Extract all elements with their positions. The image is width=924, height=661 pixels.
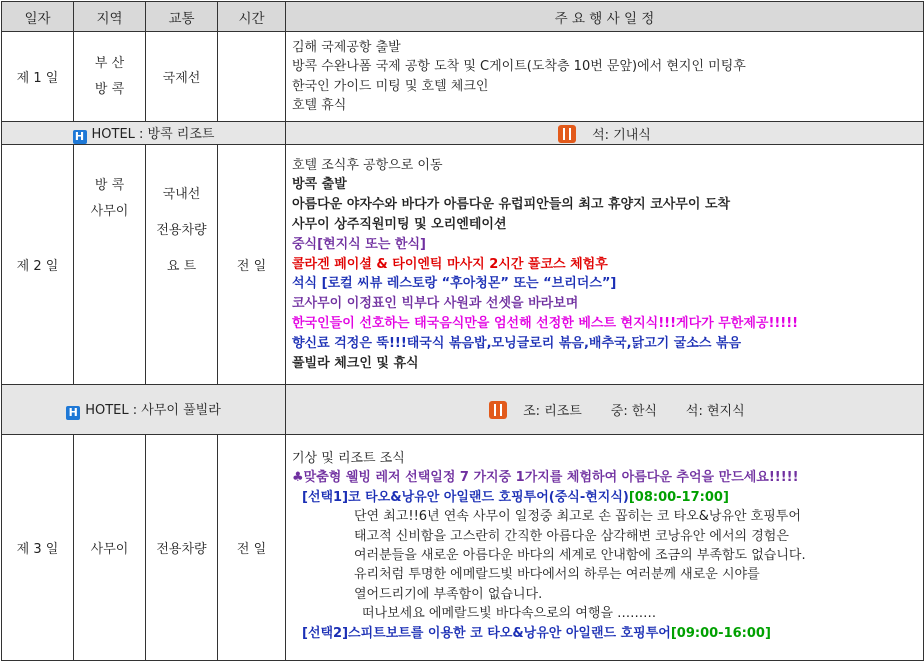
day1-row [2, 32, 924, 122]
day2-line: 풀빌라 체크인 및 휴식 [292, 355, 419, 371]
day1-schedule [286, 32, 924, 122]
day2-row [2, 145, 924, 385]
option1-title: [선택1]코 타오&낭유안 아일랜드 호핑투어(중식-현지식) [302, 489, 629, 505]
fork-knife-icon [489, 401, 507, 419]
day3-day: 제 3 일 [2, 435, 74, 661]
day2-line: 사무이 상주직원미팅 및 오리엔테이션 [292, 217, 507, 232]
hotel-icon: H [73, 130, 87, 144]
header-transport: 교통 [146, 2, 218, 32]
day1-hotel-label: HOTEL : 방콕 리조트 [91, 126, 215, 142]
day2-hotel-row [2, 385, 924, 435]
itinerary-table [1, 1, 924, 661]
day2-line: 향신료 걱정은 뚝!!!태국식 볶음밥,모닝글로리 볶음,배추국,닭고기 굴소스 볶음 [292, 335, 742, 351]
header-region: 지역 [74, 2, 146, 32]
day2-transport-3: 요 트 [166, 259, 197, 274]
day2-line: 중식[현지식 또는 한식] [292, 236, 426, 252]
day2-line: 콜라겐 페이셜 & 타이엔틱 마사지 2시간 풀코스 체험후 [292, 256, 608, 272]
day2-meal [286, 385, 924, 435]
day2-region [74, 145, 146, 385]
day1-region-to: 방 콕 [94, 81, 125, 97]
day1-time [218, 32, 286, 122]
day3-option1-desc: 떠나보세요 에메랄드빛 바다속으로의 여행을 ……… [362, 606, 657, 622]
day3-option1-desc: 여러분들을 새로운 아름다운 바다의 세계로 안내함에 조금의 부족함도 없습니다. [354, 548, 806, 564]
day2-hotel-label: HOTEL : 사무이 풀빌라 [85, 403, 221, 418]
day3-line: 기상 및 리조트 조식 [292, 451, 405, 466]
day2-transport-2: 전용차량 [156, 223, 207, 238]
day3-time: 전 일 [218, 435, 286, 661]
day2-transport-1: 국내선 [162, 187, 201, 202]
day2-line: 아름다운 야자수와 바다가 아름다운 유럽피안들의 최고 휴양지 코사무이 도착 [292, 197, 731, 213]
day1-transport: 국제선 [146, 32, 218, 122]
day1-line: 한국인 가이드 미팅 및 호텔 체크인 [292, 78, 489, 94]
day2-schedule [286, 145, 924, 385]
day2-hotel [2, 385, 286, 435]
day1-region-from: 부 산 [94, 55, 125, 71]
day2-time: 전 일 [218, 145, 286, 385]
day1-line: 호텔 휴식 [292, 98, 347, 113]
day1-meal-label: 석: 기내식 [592, 127, 651, 143]
option2-time: [09:00-16:00] [670, 625, 771, 641]
day2-region-from: 방 콕 [94, 178, 125, 193]
hotel-icon: H [66, 406, 80, 420]
day3-option2 [292, 624, 917, 643]
club-icon: ♣ [292, 470, 304, 486]
day3-schedule [286, 435, 924, 661]
header-day: 일자 [2, 2, 74, 32]
day3-line-text: 맞춤형 웰빙 레저 선택일정 7 가지중 1가지를 체험하여 아름다운 추억을 만드세요!!!!! [303, 470, 799, 486]
fork-knife-icon [558, 125, 576, 143]
option1-time: [08:00-17:00] [628, 489, 729, 505]
day3-option1 [292, 488, 917, 507]
day3-row [2, 435, 924, 661]
day2-transport [146, 145, 218, 385]
day2-line: 석식 [로컬 씨뷰 레스토랑 “후아청몬” 또는 “브리더스”] [292, 276, 617, 292]
day3-option1-desc: 유리처럼 투명한 에메랄드빛 바다에서의 하루는 여러분께 새로운 시야를 [354, 567, 760, 583]
day3-option1-desc: 열어드리기에 부족함이 없습니다. [354, 586, 543, 602]
day3-option1-desc: 태고적 신비함을 고스란히 간직한 아름다운 삼각해변 코낭유안 에서의 경험은 [354, 528, 789, 544]
day3-region: 사무이 [74, 435, 146, 661]
day1-hotel-row [2, 122, 924, 145]
day3-transport: 전용차량 [146, 435, 218, 661]
option2-title: [선택2]스피트보트를 이용한 코 타오&낭유안 아일랜드 호핑투어 [302, 625, 671, 641]
day1-line: 김해 국제공항 출발 [292, 39, 401, 55]
day2-line: 방콕 출발 [292, 177, 347, 193]
day1-region [74, 32, 146, 122]
header-time: 시간 [218, 2, 286, 32]
day3-line [292, 468, 917, 487]
day2-day: 제 2 일 [2, 145, 74, 385]
day2-line: 코사무이 이정표인 빅부다 사원과 선셋을 바라보며 [292, 296, 579, 312]
day3-option1-desc: 단연 최고!!6년 연속 사무이 일정중 최고로 손 꼽히는 코 타오&낭유안 호핑투어 [354, 509, 801, 525]
header-row [2, 2, 924, 32]
day1-meal [286, 122, 924, 145]
day2-line: 호텔 조식후 공항으로 이동 [292, 157, 443, 173]
day2-meal-label: 조: 리조트 중: 한식 석: 현지식 [523, 404, 745, 419]
day1-day: 제 1 일 [2, 32, 74, 122]
header-schedule: 주 요 행 사 일 정 [286, 2, 924, 32]
day2-region-to: 사무이 [90, 204, 129, 219]
day1-hotel [2, 122, 286, 145]
day2-line: 한국인들이 선호하는 태국음식만을 엄선해 선정한 베스트 현지식!!!게다가 무한제공!!!!! [292, 315, 799, 331]
day1-line: 방콕 수완나폼 국제 공항 도착 및 C게이트(도착층 10번 문앞)에서 현지인 미팅후 [292, 59, 746, 74]
